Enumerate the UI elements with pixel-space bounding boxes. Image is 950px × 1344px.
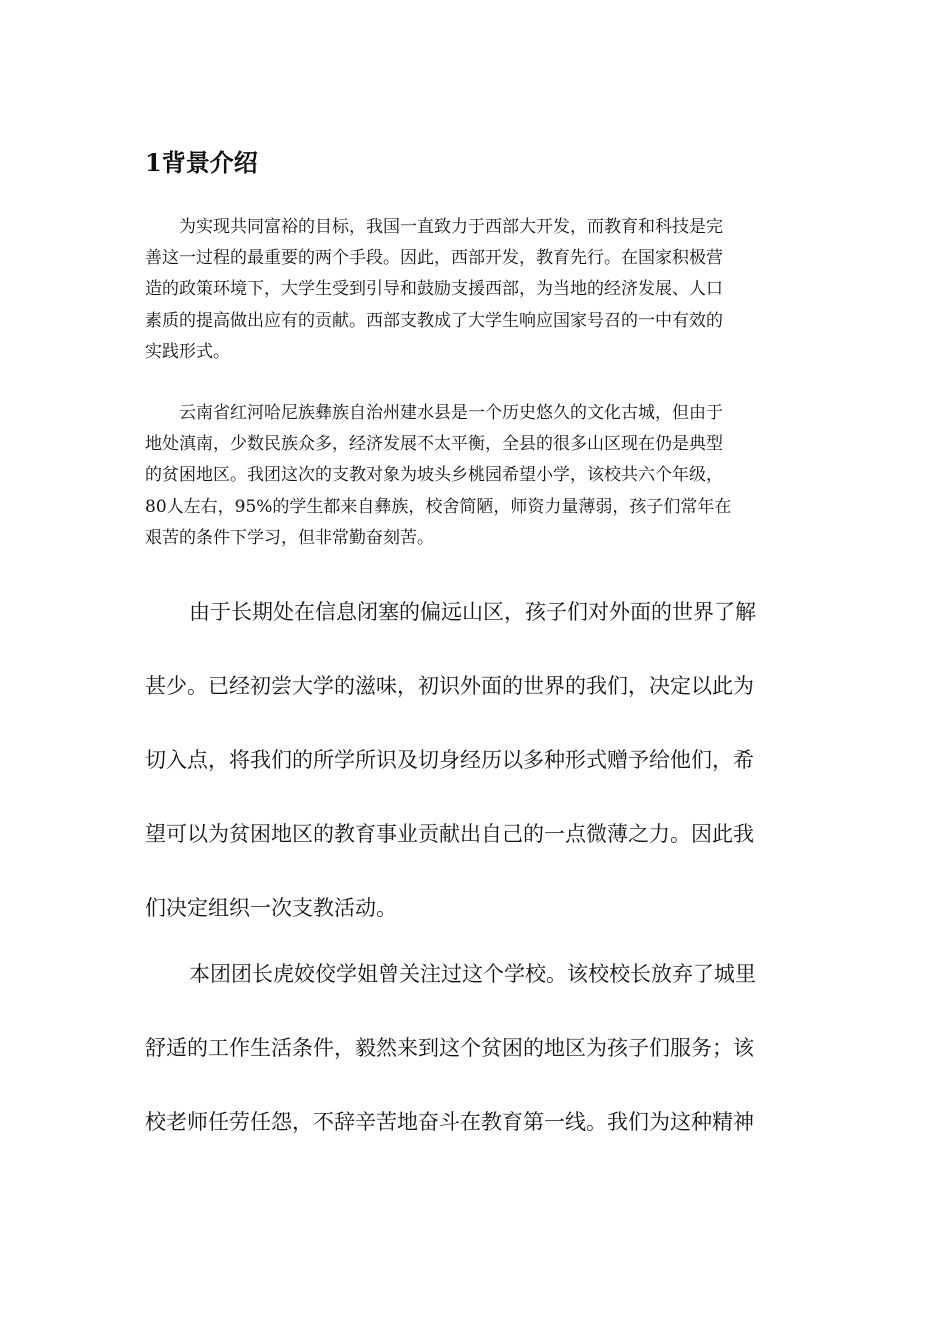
paragraph-line: 实践形式。	[145, 341, 230, 362]
paragraph-motivation	[145, 575, 825, 945]
paragraph-line: 甚少。已经初尝大学的滋味，初识外面的世界的我们，决定以此为	[145, 674, 754, 698]
section-heading: 1背景介绍	[145, 148, 258, 177]
paragraph-line: 切入点，将我们的所学所识及切身经历以多种形式赠予给他们，希	[145, 748, 754, 772]
paragraph-line: 素质的提高做出应有的贡献。西部支教成了大学生响应国家号召的一中有效的	[145, 310, 723, 331]
paragraph-line: 们决定组织一次支教活动。	[145, 896, 397, 920]
paragraph-line: 云南省红河哈尼族彝族自治州建水县是一个历史悠久的文化古城，但由于	[179, 403, 723, 423]
paragraph-line: 本团团长虎姣佼学姐曾关注过这个学校。该校校长放弃了城里	[189, 962, 756, 986]
paragraph-line: 80人左右，95%的学生都来自彝族，校舍简陋，师资力量薄弱，孩子们常年在	[145, 496, 732, 517]
paragraph-line: 舒适的工作生活条件，毅然来到这个贫困的地区为孩子们服务；该	[145, 1036, 754, 1060]
paragraph-team-leader	[145, 937, 825, 1159]
paragraph-line: 善这一过程的最重要的两个手段。因此，西部开发，教育先行。在国家积极营	[145, 248, 723, 269]
paragraph-line: 地处滇南，少数民族众多，经济发展不太平衡，全县的很多山区现在仍是典型	[145, 434, 723, 455]
paragraph-background-policy	[145, 212, 815, 368]
paragraph-line: 校老师任劳任怨，不辞辛苦地奋斗在教育第一线。我们为这种精神	[145, 1110, 754, 1134]
paragraph-line: 的贫困地区。我团这次的支教对象为坡头乡桃园希望小学，该校共六个年级，	[145, 465, 723, 486]
paragraph-school-info	[145, 398, 815, 554]
paragraph-line: 为实现共同富裕的目标，我国一直致力于西部大开发，而教育和科技是完	[179, 217, 723, 237]
paragraph-line: 由于长期处在信息闭塞的偏远山区，孩子们对外面的世界了解	[189, 600, 756, 624]
paragraph-line: 望可以为贫困地区的教育事业贡献出自己的一点微薄之力。因此我	[145, 822, 754, 846]
paragraph-line: 艰苦的条件下学习，但非常勤奋刻苦。	[145, 527, 434, 548]
paragraph-line: 造的政策环境下，大学生受到引导和鼓励支援西部，为当地的经济发展、人口	[145, 279, 723, 300]
